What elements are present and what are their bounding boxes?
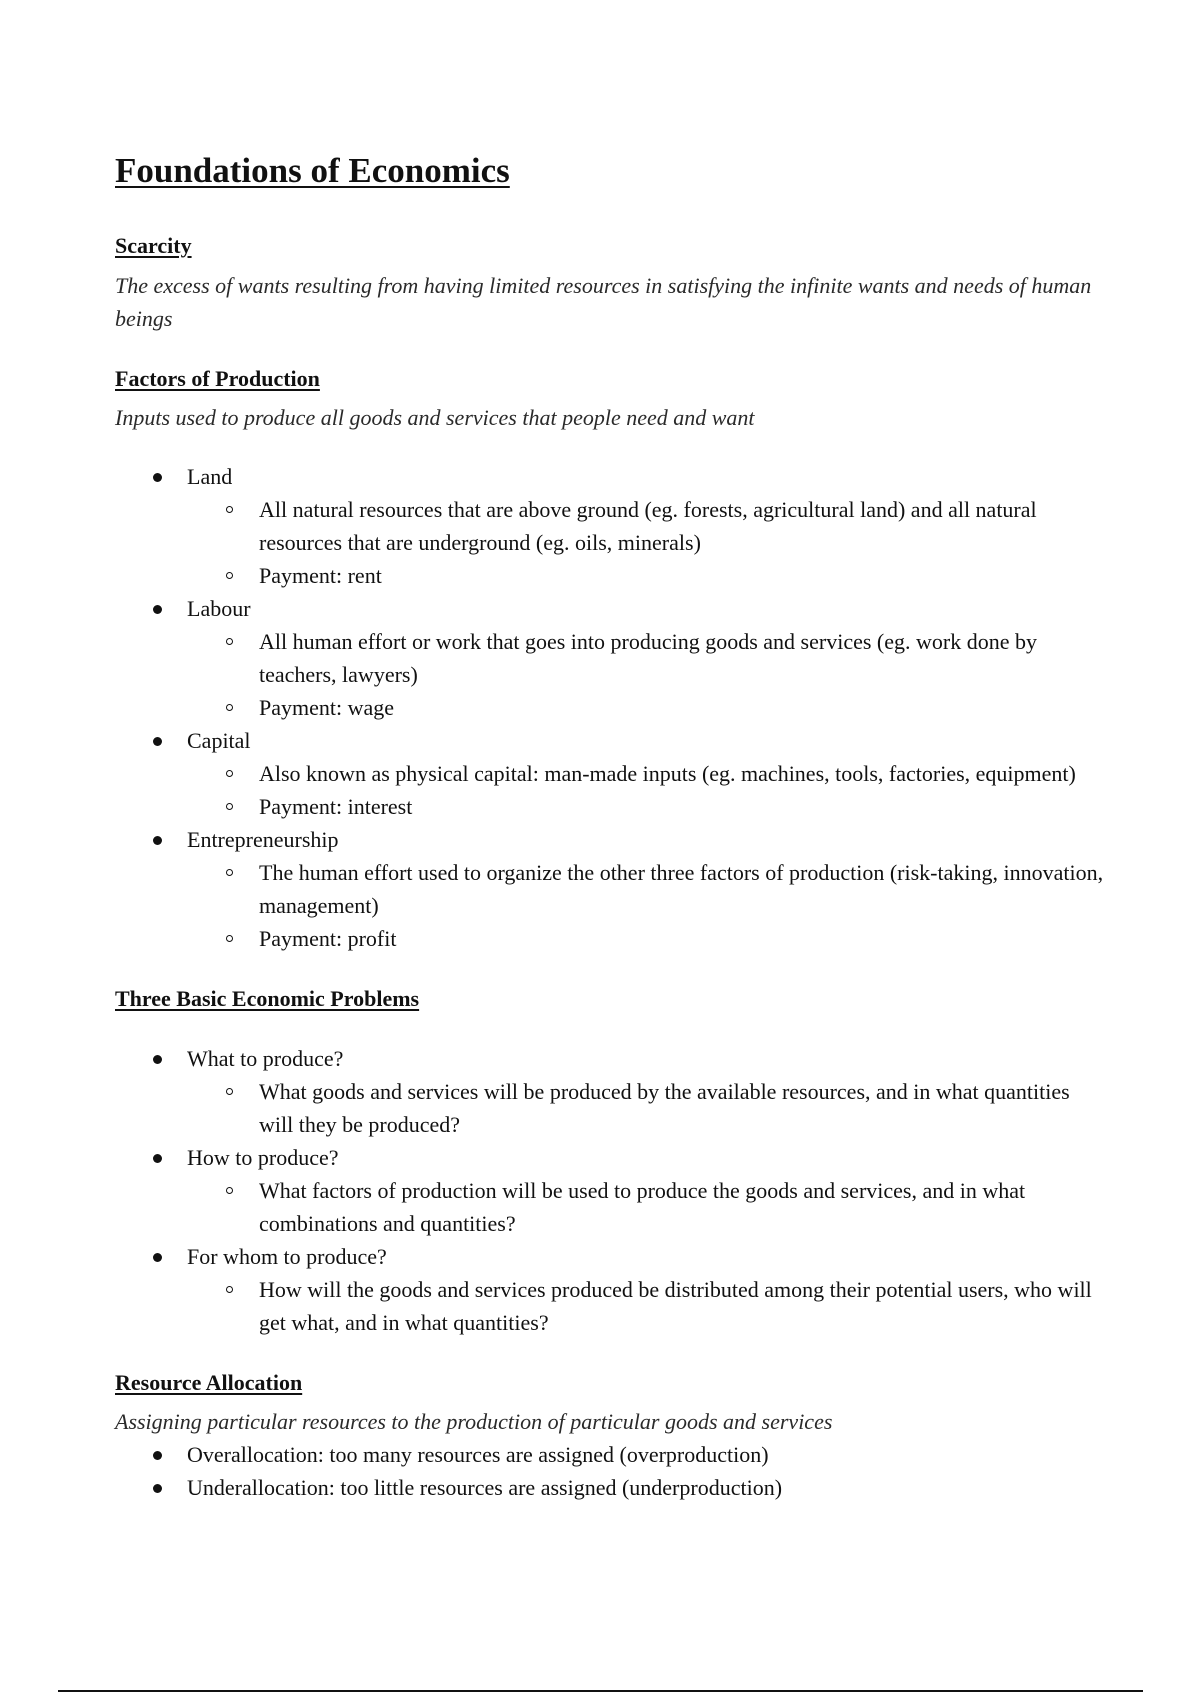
bullet-disc-icon [153,1451,162,1460]
factors-definition: Inputs used to produce all goods and services that people need and want [115,405,755,431]
bullet-disc-icon [153,737,162,746]
bullet-circle-icon [226,704,233,711]
sub-list-item [187,757,1104,790]
list-item-how-to-produce [115,1141,1115,1240]
sub-list-item-text: What factors of production will be used to produce the goods and services, and in what combinations and quantities? [259,1177,1026,1236]
allocation-list [115,1438,1115,1504]
bullet-circle-icon [226,803,233,810]
sublist [187,1075,1115,1141]
sub-list-item-text: Also known as physical capital: man-made inputs (eg. machines, tools, factories, equipment) [259,761,1076,787]
sublist [187,856,1115,955]
allocation-definition: Assigning particular resources to the production of particular goods and services [115,1409,833,1435]
list-item-label: For whom to produce? [187,1243,387,1269]
sublist [187,1174,1115,1240]
bullet-disc-icon [153,1154,162,1163]
sub-list-item [187,625,1104,691]
sub-list-item-text: Payment: rent [259,563,382,589]
problems-list [115,1042,1115,1339]
sub-list-item [187,922,1104,955]
bullet-circle-icon [226,638,233,645]
sub-list-item-text: What goods and services will be produced by the available resources, and in what quantities will they be produced? [259,1078,1070,1137]
factors-list [115,460,1115,955]
bullet-circle-icon [226,1286,233,1293]
bullet-disc-icon [153,605,162,614]
sub-list-item [187,1075,1104,1141]
sub-list-item-text: Payment: wage [259,695,395,721]
list-item-label: Land [187,464,233,490]
list-item-entrepreneurship [115,823,1115,955]
sub-list-item-text: Payment: interest [259,794,413,820]
list-item-label: Entrepreneurship [187,827,339,853]
list-item-label: Overallocation: too many resources are assigned (overproduction) [187,1442,769,1468]
section-resource-allocation [115,1369,1115,1505]
section-heading-scarcity: Scarcity [115,233,192,258]
bullet-circle-icon [226,572,233,579]
bullet-disc-icon [153,836,162,845]
sublist [187,1273,1115,1339]
bullet-disc-icon [153,1253,162,1262]
bullet-disc-icon [153,1484,162,1493]
scarcity-definition: The excess of wants resulting from having limited resources in satisfying the infinite wants and needs of human beings [115,272,1092,331]
list-item-land [115,460,1115,592]
sub-list-item-text: All human effort or work that goes into producing goods and services (eg. work done by teachers, lawyers) [259,629,1037,688]
section-factors-of-production [115,365,1115,956]
bullet-disc-icon [153,1055,162,1064]
bullet-circle-icon [226,506,233,513]
list-item-what-to-produce [115,1042,1115,1141]
list-item-overallocation [115,1438,1115,1471]
section-heading-allocation: Resource Allocation [115,1369,303,1395]
sub-list-item-text: All natural resources that are above ground (eg. forests, agricultural land) and all natural resources that are underground (eg. oils, minerals) [259,497,1037,556]
sublist [187,493,1115,592]
bullet-disc-icon [153,473,162,482]
section-scarcity [115,232,1115,335]
sub-list-item [187,856,1104,922]
list-item-label: How to produce? [187,1144,339,1170]
list-item-label: Labour [187,596,251,622]
sub-list-item [187,493,1104,559]
bullet-circle-icon [226,770,233,777]
page-bottom-rule [58,1690,1143,1692]
section-heading-problems: Three Basic Economic Problems [115,986,420,1012]
sublist [187,625,1115,724]
list-item-label: Capital [187,728,251,754]
list-item-capital [115,724,1115,823]
document-page [115,150,1115,1534]
sub-list-item [187,691,1104,724]
document-title: Foundations of Economics [115,151,510,190]
list-item-label: Underallocation: too little resources are assigned (underproduction) [187,1475,783,1501]
list-item-underallocation [115,1471,1115,1504]
bullet-circle-icon [226,1088,233,1095]
section-economic-problems [115,985,1115,1339]
sub-list-item-text: How will the goods and services produced be distributed among their potential users, who will get what, and in what quantities? [259,1276,1092,1335]
bullet-circle-icon [226,935,233,942]
bullet-circle-icon [226,869,233,876]
sublist [187,757,1115,823]
list-item-labour [115,592,1115,724]
sub-list-item [187,1174,1104,1240]
sub-list-item [187,559,1104,592]
bullet-circle-icon [226,1187,233,1194]
sub-list-item-text: Payment: profit [259,926,397,952]
sub-list-item [187,790,1104,823]
sub-list-item-text: The human effort used to organize the other three factors of production (risk-taking, innovation, management) [259,860,1104,919]
sub-list-item [187,1273,1104,1339]
section-heading-factors: Factors of Production [115,365,320,391]
list-item-label: What to produce? [187,1045,344,1071]
list-item-for-whom-to-produce [115,1240,1115,1339]
